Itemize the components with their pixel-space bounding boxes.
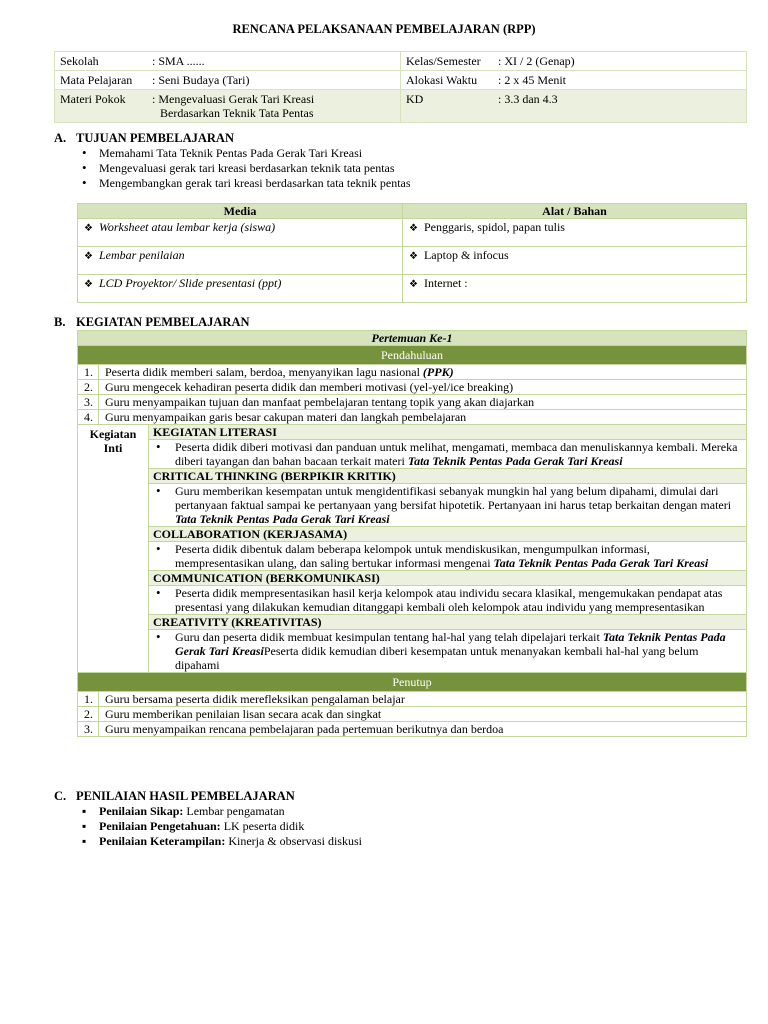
materi-cell — [55, 90, 401, 123]
penilaian-label: Penilaian Keterampilan: — [99, 834, 226, 848]
penilaian-item — [77, 804, 362, 819]
inti-label-line1: Kegiatan — [89, 427, 137, 441]
sekolah-cell — [55, 52, 401, 71]
kelas-cell — [401, 52, 747, 71]
mapel-label: Mata Pelajaran — [60, 73, 133, 87]
alat-cell — [403, 275, 747, 303]
penutup-step: Guru menyampaikan rencana pembelajaran pada pertemuan berikutnya dan berdoa — [99, 722, 747, 737]
penilaian-item — [77, 834, 362, 849]
step-number: 4. — [78, 410, 99, 425]
tujuan-list — [77, 146, 411, 191]
comm-heading: COMMUNICATION (BERKOMUNIKASI) — [148, 571, 746, 586]
mapel-cell — [55, 71, 401, 90]
section-b-title: KEGIATAN PEMBELAJARAN — [76, 315, 250, 329]
penilaian-value: Kinerja & observasi diskusi — [225, 834, 362, 848]
kelas-value: : XI / 2 (Genap) — [498, 54, 575, 68]
section-a-heading — [54, 131, 234, 145]
pendahuluan-band: Pendahuluan — [78, 346, 747, 365]
literasi-desc — [148, 440, 746, 469]
alat-header: Alat / Bahan — [403, 204, 747, 219]
kd-label: KD — [406, 92, 424, 106]
step-number: 2. — [78, 707, 99, 722]
diamond-bullet-icon: ❖ — [409, 223, 418, 234]
kd-cell — [401, 90, 747, 123]
alat-cell — [403, 219, 747, 247]
sekolah-label: Sekolah — [60, 54, 99, 68]
ppk-tag: (PPK) — [422, 365, 454, 379]
collab-text: Peserta didik dibentuk dalam beberapa kelompok untuk mendiskusikan, mengumpulkan informasi, mempresentasikan ulang, dan saling bertukar informasi mengenai — [174, 542, 650, 570]
materi-value: : Mengevaluasi Gerak Tari Kreasi — [152, 92, 315, 106]
section-b-letter: B. — [54, 315, 66, 329]
comm-desc: • Peserta didik mempresentasikan hasil kerja kelompok atau individu secara klasikal, mengemukakan pendapat atas presentasi yang dilakukan kemudian ditanggapi kembali oleh kelompok atau individu yang mempresentasikan — [148, 586, 746, 615]
materi-label: Materi Pokok — [60, 92, 126, 106]
penilaian-list — [77, 804, 362, 849]
media-cell — [78, 275, 403, 303]
media-text: LCD Proyektor/ Slide presentasi (ppt) — [98, 276, 282, 290]
identity-table — [54, 51, 747, 123]
media-table — [77, 203, 747, 303]
tujuan-item: • Mengembangkan gerak tari kreasi berdasarkan tata teknik pentas — [77, 176, 411, 191]
alat-text: Laptop & infocus — [423, 248, 509, 262]
section-b-heading — [54, 315, 250, 329]
mapel-value: : Seni Budaya (Tari) — [152, 73, 250, 87]
step-number: 3. — [78, 395, 99, 410]
diamond-bullet-icon: ❖ — [84, 223, 93, 234]
collab-desc — [148, 542, 746, 571]
penilaian-value: LK peserta didik — [220, 819, 305, 833]
literasi-materi: Tata Teknik Pentas Pada Gerak Tari Kreasi — [407, 454, 623, 468]
literasi-heading: KEGIATAN LITERASI — [148, 425, 746, 440]
pertemuan-label: Pertemuan Ke-1 — [78, 331, 747, 346]
step-text: Peserta didik memberi salam, berdoa, menyanyikan lagu nasional — [105, 365, 423, 379]
creat-text2: Peserta didik kemudian diberi kesempatan untuk menanyakan kembali hal-hal yang belum dipahami — [174, 644, 699, 672]
pendahuluan-step: Guru menyampaikan tujuan dan manfaat pembelajaran tentang topik yang akan diajarkan — [99, 395, 747, 410]
critical-text: Guru memberikan kesempatan untuk mengidentifikasi sebanyak mungkin hal yang belum dipahami, dimulai dari pertanyaan faktual sampai ke pertanyaan yang bersifat hipotetik. Pertanyaan ini harus tetap berkaitan dengan materi — [174, 484, 732, 512]
kegiatan-table — [77, 330, 747, 737]
step-number: 1. — [78, 365, 99, 380]
diamond-bullet-icon: ❖ — [409, 279, 418, 290]
creat-desc — [148, 630, 746, 673]
media-cell — [78, 219, 403, 247]
kd-value: : 3.3 dan 4.3 — [498, 92, 558, 106]
step-number: 2. — [78, 380, 99, 395]
penilaian-label: Penilaian Pengetahuan: — [99, 819, 221, 833]
document-title: RENCANA PELAKSANAAN PEMBELAJARAN (RPP) — [232, 22, 536, 36]
alat-cell — [403, 247, 747, 275]
tujuan-item: • Mengevaluasi gerak tari kreasi berdasarkan teknik tata pentas — [77, 161, 411, 176]
tujuan-item: • Memahami Tata Teknik Pentas Pada Gerak Tari Kreasi — [77, 146, 411, 161]
collab-heading: COLLABORATION (KERJASAMA) — [148, 527, 746, 542]
section-a-letter: A. — [54, 131, 67, 145]
media-header: Media — [78, 204, 403, 219]
media-cell — [78, 247, 403, 275]
media-text: Worksheet atau lembar kerja (siswa) — [98, 220, 276, 234]
penilaian-value: Lembar pengamatan — [183, 804, 285, 818]
alokasi-cell — [401, 71, 747, 90]
diamond-bullet-icon: ❖ — [409, 251, 418, 262]
penutup-step: Guru memberikan penilaian lisan secara acak dan singkat — [99, 707, 747, 722]
collab-materi: Tata Teknik Pentas Pada Gerak Tari Kreasi — [493, 556, 709, 570]
penilaian-label: Penilaian Sikap: — [99, 804, 184, 818]
critical-heading: CRITICAL THINKING (BERPIKIR KRITIK) — [148, 469, 746, 484]
penutup-band: Penutup — [78, 673, 747, 692]
step-number: 3. — [78, 722, 99, 737]
kegiatan-inti-label — [78, 425, 149, 673]
alokasi-label: Alokasi Waktu — [406, 73, 478, 87]
inti-label-line2: Inti — [103, 441, 123, 455]
media-text: Lembar penilaian — [98, 248, 185, 262]
section-a-title: TUJUAN PEMBELAJARAN — [76, 131, 234, 145]
creat-text: Guru dan peserta didik membuat kesimpulan tentang hal-hal yang telah dipelajari terkait — [174, 630, 603, 644]
critical-desc — [148, 484, 746, 527]
materi-value-line2: Berdasarkan Teknik Tata Pentas — [160, 106, 314, 120]
creat-materi: Tata Teknik Pentas Pada Gerak Tari Kreasi — [174, 630, 726, 658]
diamond-bullet-icon: ❖ — [84, 279, 93, 290]
pendahuluan-step: Guru mengecek kehadiran peserta didik dan memberi motivasi (yel-yel/ice breaking) — [99, 380, 747, 395]
alat-text: Internet : — [423, 276, 468, 290]
sekolah-value: : SMA ...... — [152, 54, 205, 68]
literasi-text: Peserta didik diberi motivasi dan panduan untuk melihat, mengamati, membaca dan menuliskannya kembali. Mereka diberi tayangan dan bahan bacaan terkait materi — [174, 440, 738, 468]
creat-heading: CREATIVITY (KREATIVITAS) — [148, 615, 746, 630]
alokasi-value: : 2 x 45 Menit — [498, 73, 566, 87]
diamond-bullet-icon: ❖ — [84, 251, 93, 262]
pendahuluan-step: Guru menyampaikan garis besar cakupan materi dan langkah pembelajaran — [99, 410, 747, 425]
pendahuluan-step — [99, 365, 747, 380]
section-c-letter: C. — [54, 789, 67, 803]
section-c-heading — [54, 789, 295, 803]
critical-materi: Tata Teknik Pentas Pada Gerak Tari Kreasi — [174, 512, 390, 526]
step-number: 1. — [78, 692, 99, 707]
penutup-step: Guru bersama peserta didik merefleksikan pengalaman belajar — [99, 692, 747, 707]
penilaian-item — [77, 819, 362, 834]
section-c-title: PENILAIAN HASIL PEMBELAJARAN — [76, 789, 295, 803]
kelas-label: Kelas/Semester — [406, 54, 481, 68]
alat-text: Penggaris, spidol, papan tulis — [423, 220, 565, 234]
